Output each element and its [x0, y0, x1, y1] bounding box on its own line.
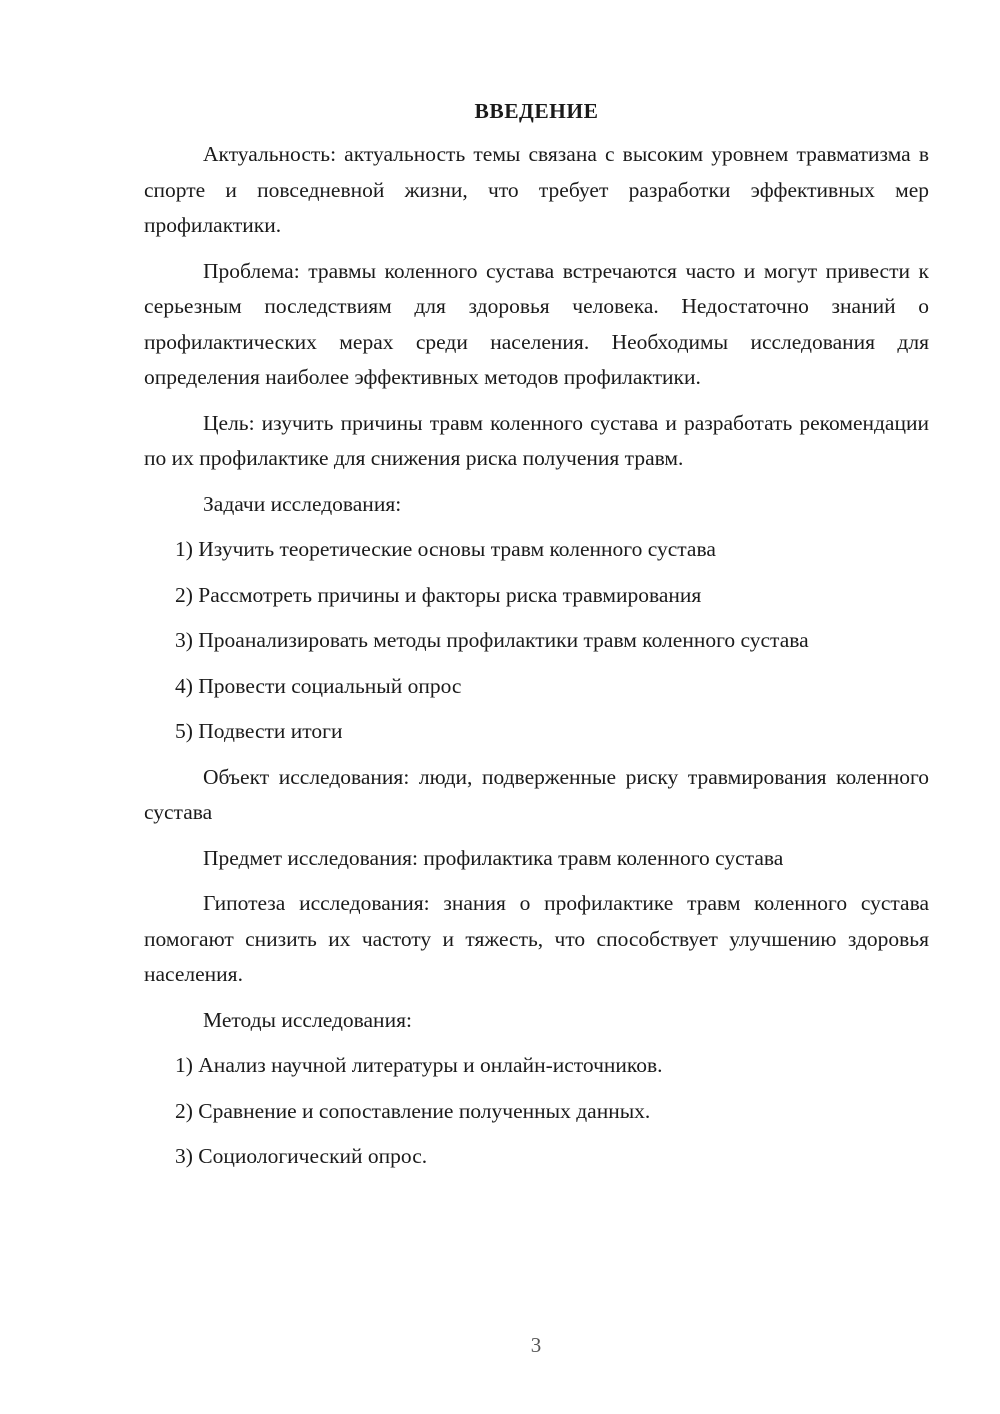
task-item: 5) Подвести итоги: [175, 719, 343, 743]
method-item: 1) Анализ научной литературы и онлайн-источников.: [175, 1053, 663, 1077]
subject-paragraph: Предмет исследования: профилактика травм коленного сустава: [203, 845, 784, 870]
section-title: ВВЕДЕНИЕ: [474, 99, 599, 123]
method-item: 3) Социологический опрос.: [175, 1144, 428, 1168]
relevance-paragraph: Актуальность: актуальность темы связана с высоким уровнем травматизма в спорте и повседневной жизни, что требует разработки эффективных мер профилактики.: [144, 142, 929, 237]
page-number: 3: [530, 1333, 542, 1357]
goal-paragraph: Цель: изучить причины травм коленного сустава и разработать рекомендации по их профилактике для снижения риска получения травм.: [144, 410, 929, 470]
task-item: 1) Изучить теоретические основы травм коленного сустава: [175, 537, 716, 561]
task-item: 4) Провести социальный опрос: [175, 673, 462, 698]
tasks-list: [144, 532, 929, 750]
methods-list: [144, 1048, 929, 1175]
task-item: 2) Рассмотреть причины и факторы риска травмирования: [175, 582, 702, 607]
task-item: 3) Проанализировать методы профилактики травм коленного сустава: [175, 628, 809, 652]
hypothesis-paragraph: Гипотеза исследования: знания о профилактике травм коленного сустава помогают снизить их частоту и тяжесть, что способствует улучшению здоровья населения.: [144, 891, 929, 986]
object-paragraph: Объект исследования: люди, подверженные риску травмирования коленного сустава: [144, 764, 929, 824]
problem-paragraph: Проблема: травмы коленного сустава встречаются часто и могут привести к серьезным последствиям для здоровья человека. Недостаточно знаний о профилактических мерах среди населения. Необходимы исследования для определения наиболее эффективных методов профилактики.: [144, 258, 929, 389]
method-item: 2) Сравнение и сопоставление полученных данных.: [175, 1098, 651, 1123]
tasks-heading: Задачи исследования:: [203, 491, 402, 516]
methods-heading: Методы исследования:: [203, 1007, 412, 1032]
page-body: [144, 95, 929, 1185]
